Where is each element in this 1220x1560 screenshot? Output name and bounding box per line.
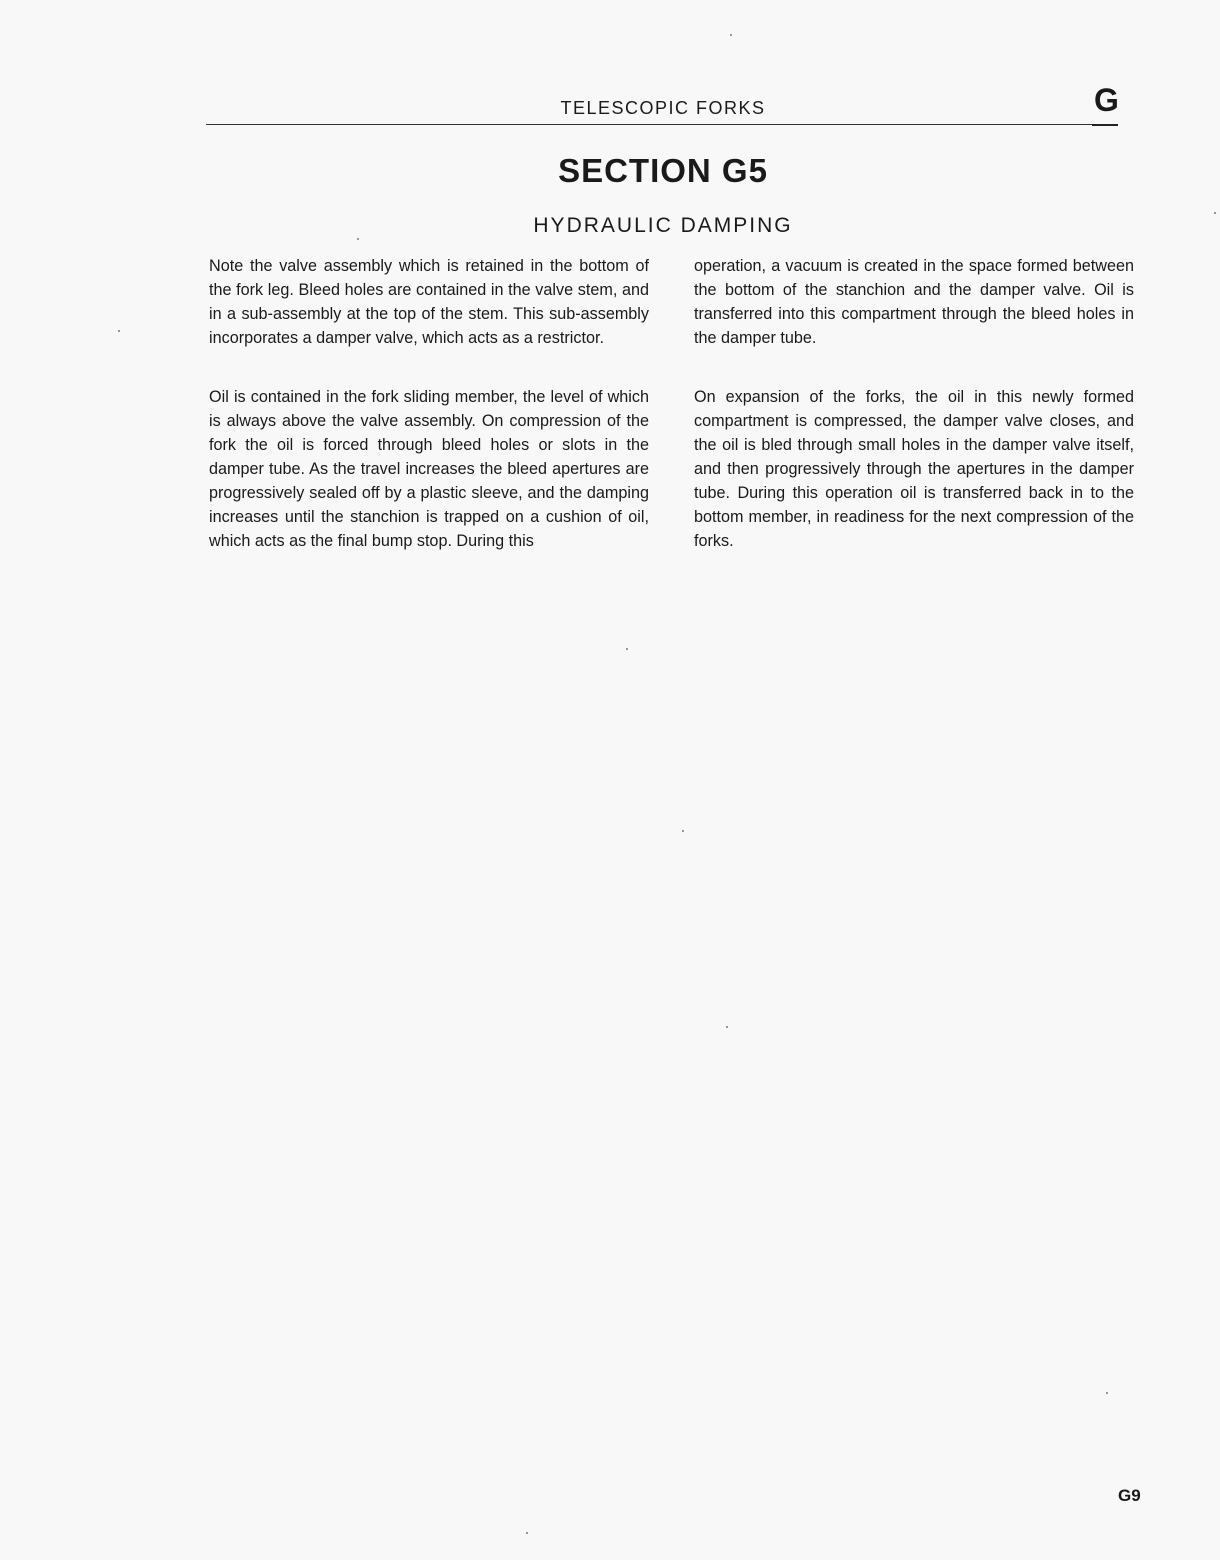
header-rule — [206, 124, 1118, 125]
paragraph: Oil is contained in the fork sliding member, the level of which is always above the valve assembly. On compression of the fork the oil is forced through bleed holes or slots in the damper tube. As the travel increases the bleed apertures are progressively sealed off by a plastic sleeve, and the damping increases until the stanchion is trapped on a cushion of oil, which acts as the final bump stop. During this — [209, 388, 649, 550]
section-title: SECTION G5 — [558, 152, 768, 189]
scan-speck — [726, 1026, 728, 1028]
running-header-title: TELESCOPIC FORKS — [560, 98, 766, 118]
scan-speck — [626, 648, 628, 650]
left-column-paragraph-1 — [209, 254, 649, 350]
paragraph: Note the valve assembly which is retained in the bottom of the fork leg. Bleed holes are contained in the valve stem, and in a sub-assembly at the top of the stem. This sub-assembly incorporates a damper valve, which acts as a restrictor. — [209, 257, 649, 347]
right-column-paragraph-1 — [694, 254, 1134, 350]
subsection-title: HYDRAULIC DAMPING — [533, 214, 793, 237]
left-column-paragraph-2 — [209, 385, 649, 553]
paragraph: On expansion of the forks, the oil in this newly formed compartment is compressed, the damper valve closes, and the oil is bled through small holes in the damper valve itself, and then progressively through the apertures in the damper tube. During this operation oil is transferred back in to the bottom member, in readiness for the next compression of the forks. — [694, 388, 1134, 550]
scan-speck — [730, 34, 732, 36]
scan-speck — [526, 1532, 528, 1534]
scan-speck — [357, 238, 359, 240]
paragraph: operation, a vacuum is created in the space formed between the bottom of the stanchion and the damper valve. Oil is transferred into this compartment through the bleed holes in the damper tube. — [694, 257, 1134, 347]
right-column-paragraph-2 — [694, 385, 1134, 553]
header-rule-accent — [1092, 124, 1118, 126]
scan-speck — [118, 330, 120, 332]
scan-speck — [682, 830, 684, 832]
section-letter: G — [1094, 82, 1119, 118]
page-number: G9 — [1118, 1486, 1141, 1505]
scan-speck — [1106, 1392, 1108, 1394]
scan-speck — [1214, 212, 1216, 214]
